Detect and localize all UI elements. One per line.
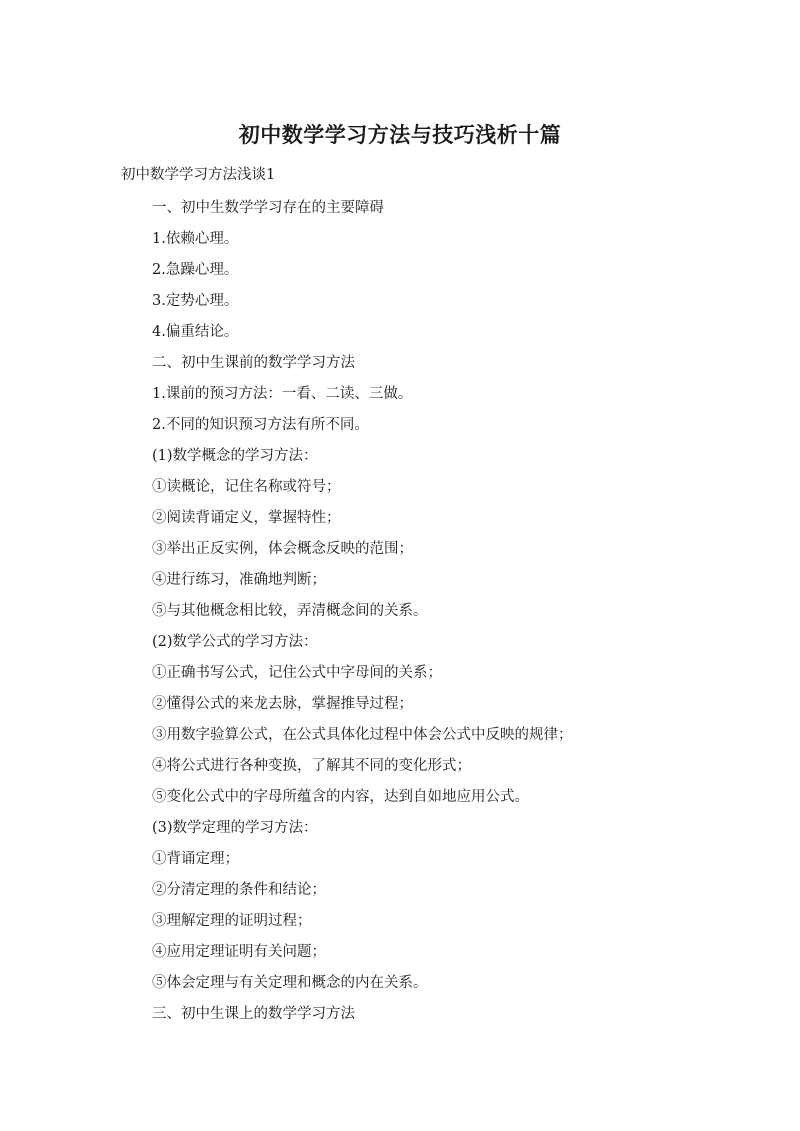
list-item: ④应用定理证明有关问题；	[152, 944, 326, 960]
list-item: ①背诵定理；	[152, 851, 239, 867]
list-item: ⑤与其他概念相比较，弄清概念间的关系。	[152, 603, 428, 619]
list-item: ①读概论，记住名称或符号；	[152, 479, 341, 495]
list-item: ①正确书写公式，记住公式中字母间的关系；	[152, 665, 442, 681]
list-item: ②分清定理的条件和结论；	[152, 882, 326, 898]
list-item: 1.课前的预习方法：一看、二读、三做。	[152, 386, 413, 402]
list-item: ③举出正反实例，体会概念反映的范围；	[152, 541, 413, 557]
list-item: 4.偏重结论。	[152, 324, 239, 340]
list-item: 2.急躁心理。	[152, 262, 239, 278]
heading-2: 二、初中生课前的数学学习方法	[152, 355, 355, 371]
list-item: ③理解定理的证明过程；	[152, 913, 312, 929]
sub-heading: (2)数学公式的学习方法：	[152, 634, 318, 650]
list-item: ④进行练习，准确地判断；	[152, 572, 326, 588]
list-item: ②阅读背诵定义，掌握特性；	[152, 510, 341, 526]
list-item: ⑤体会定理与有关定理和概念的内在关系。	[152, 975, 428, 991]
list-item: ②懂得公式的来龙去脉，掌握推导过程；	[152, 696, 413, 712]
sub-heading: (3)数学定理的学习方法：	[152, 820, 318, 836]
document-title: 初中数学学习方法与技巧浅析十篇	[238, 123, 562, 147]
sub-heading: (1)数学概念的学习方法：	[152, 448, 318, 464]
list-item: ④将公式进行各种变换，了解其不同的变化形式；	[152, 758, 471, 774]
list-item: 1.依赖心理。	[152, 231, 239, 247]
list-item: ③用数字验算公式，在公式具体化过程中体会公式中反映的规律；	[152, 727, 573, 743]
heading-1: 一、初中生数学学习存在的主要障碍	[152, 200, 384, 216]
list-item: 3.定势心理。	[152, 293, 239, 309]
list-item: ⑤变化公式中的字母所蕴含的内容，达到自如地应用公式。	[152, 789, 529, 805]
list-item: 2.不同的知识预习方法有所不同。	[152, 417, 369, 433]
heading-3: 三、初中生课上的数学学习方法	[152, 1006, 355, 1022]
section-subtitle: 初中数学学习方法浅谈1	[121, 167, 276, 183]
